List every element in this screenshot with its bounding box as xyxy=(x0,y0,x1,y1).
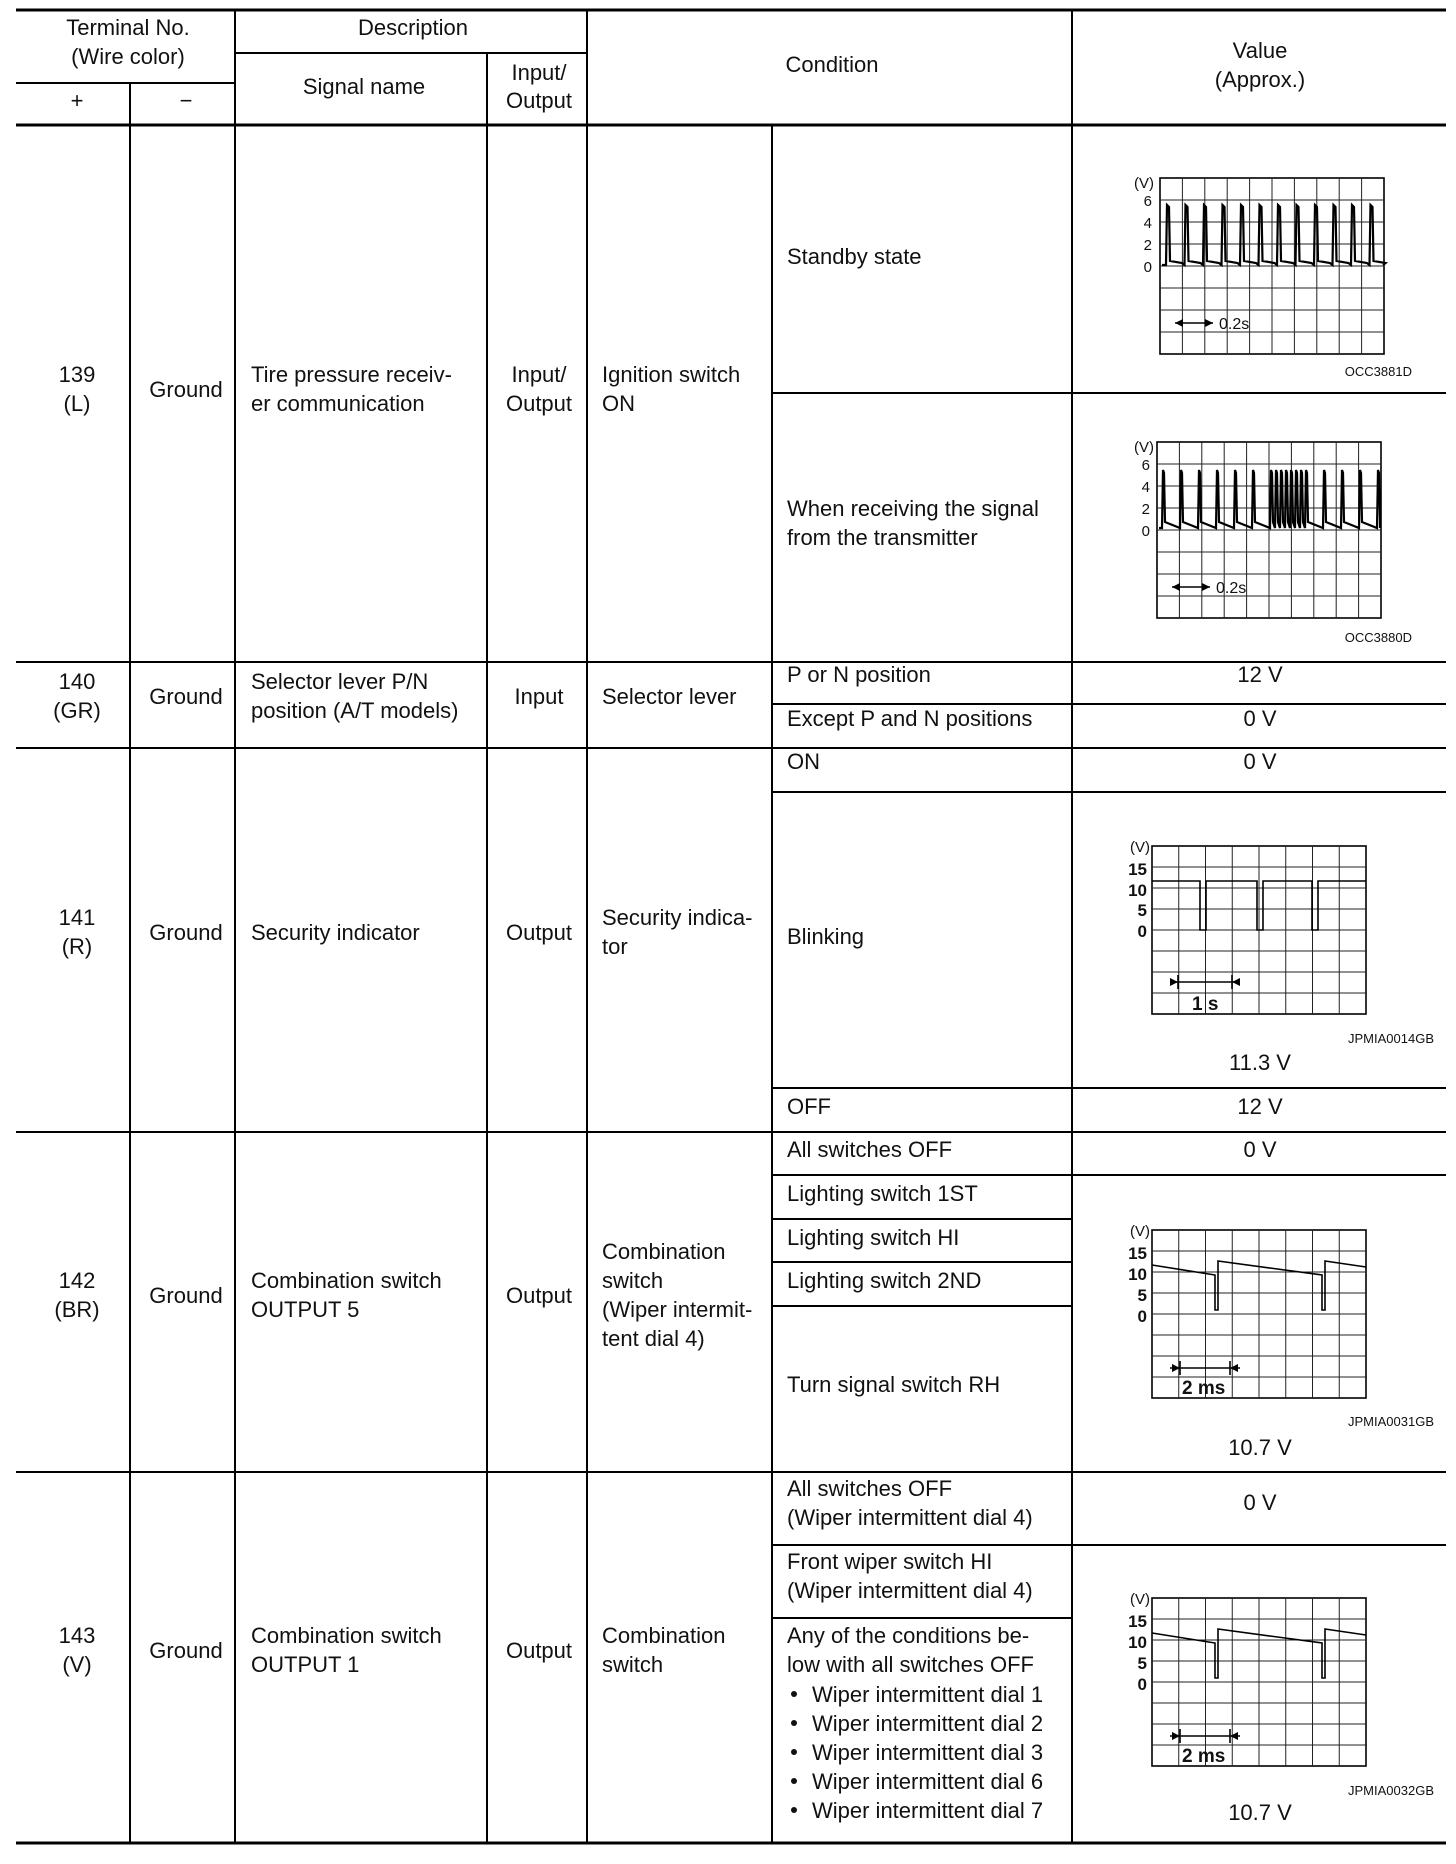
sub-condition: (Wiper intermittent dial 4) xyxy=(787,1578,1033,1603)
header-io-line2: Output xyxy=(505,88,573,113)
waveform-combination-output-1 xyxy=(1128,1591,1434,1798)
header-value-line1: Value xyxy=(1232,38,1288,63)
list-item: Wiper intermittent dial 7 xyxy=(812,1798,1044,1823)
list-item: Wiper intermittent dial 1 xyxy=(812,1682,1044,1707)
list-item: Wiper intermittent dial 3 xyxy=(812,1740,1044,1765)
waveform-trace xyxy=(1162,205,1386,265)
condition-main: switch xyxy=(602,1268,664,1293)
signal-name-line: Security indicator xyxy=(251,920,420,945)
io-label: Output xyxy=(505,920,573,945)
value: 0 V xyxy=(1243,1137,1277,1162)
waveform-y-unit: (V) xyxy=(1130,839,1150,856)
sub-condition: low with all switches OFF xyxy=(787,1652,1034,1677)
condition-main: switch xyxy=(602,1652,664,1677)
value: 0 V xyxy=(1243,706,1277,731)
waveform-y-tick: 4 xyxy=(1141,479,1150,496)
table-row xyxy=(59,1476,1292,1825)
terminal-number: 140 xyxy=(58,669,96,694)
sub-condition: When receiving the signal xyxy=(787,496,1039,521)
waveform-standby xyxy=(1134,175,1412,379)
io-label: Input xyxy=(514,684,564,709)
sub-condition: from the transmitter xyxy=(787,525,978,550)
waveform-y-tick: 2 xyxy=(1141,501,1150,518)
io-label: Output xyxy=(505,391,573,416)
condition-main: ON xyxy=(602,391,635,416)
header-description: Description xyxy=(357,15,469,40)
header-signal-name: Signal name xyxy=(302,74,426,99)
waveform-y-tick: 0 xyxy=(1141,523,1150,540)
ground-label: Ground xyxy=(149,920,223,945)
table-row xyxy=(54,1137,1292,1460)
sub-condition: ON xyxy=(787,749,820,774)
waveform-y-tick: 4 xyxy=(1143,215,1152,232)
waveform-y-tick: 0 xyxy=(1137,922,1147,941)
waveform-y-tick: 5 xyxy=(1137,1286,1147,1305)
waveform-y-tick: 10 xyxy=(1128,1633,1147,1652)
condition-main: (Wiper intermit- xyxy=(602,1297,753,1322)
condition-main: Ignition switch xyxy=(602,362,741,387)
waveform-y-unit: (V) xyxy=(1130,1223,1150,1240)
header-minus: − xyxy=(179,88,193,113)
condition-main: Combination xyxy=(602,1623,726,1648)
wire-color: (R) xyxy=(61,934,93,959)
sub-condition: OFF xyxy=(787,1094,831,1119)
header-value-line2: (Approx.) xyxy=(1214,67,1306,92)
condition-main: Combination xyxy=(602,1239,726,1264)
header-plus: + xyxy=(70,88,84,113)
signal-name-line: er communication xyxy=(251,391,425,416)
header-condition: Condition xyxy=(785,52,879,77)
sub-condition: Lighting switch 1ST xyxy=(787,1181,978,1206)
condition-main: tor xyxy=(602,934,628,959)
table-row xyxy=(53,662,1283,731)
header-terminal-no: Terminal No. xyxy=(66,15,190,40)
sub-condition: Standby state xyxy=(787,244,922,269)
waveform-blinking xyxy=(1128,839,1434,1046)
sub-condition: Turn signal switch RH xyxy=(787,1372,1001,1397)
waveform-y-tick: 6 xyxy=(1143,193,1152,210)
io-label: Output xyxy=(505,1283,573,1308)
signal-name-line: Tire pressure receiv- xyxy=(251,362,452,387)
value: 12 V xyxy=(1237,662,1283,687)
list-item: Wiper intermittent dial 6 xyxy=(812,1769,1044,1794)
waveform-y-tick: 5 xyxy=(1137,901,1147,920)
time-scale-marker xyxy=(1175,319,1213,327)
waveform-y-tick: 0 xyxy=(1137,1307,1147,1326)
waveform-caption: OCC3881D xyxy=(1344,364,1412,379)
signal-name-line: Combination switch xyxy=(251,1268,442,1293)
sub-condition: P or N position xyxy=(787,662,931,687)
table-row xyxy=(59,244,1039,550)
list-item: Wiper intermittent dial 2 xyxy=(812,1711,1044,1736)
wire-color: (BR) xyxy=(54,1297,100,1322)
value: 0 V xyxy=(1243,1490,1277,1515)
time-scale-label: 2 ms xyxy=(1182,1378,1226,1399)
time-scale-label: 0.2s xyxy=(1216,580,1247,597)
sub-condition: Except P and N positions xyxy=(787,706,1033,731)
waveform-y-tick: 15 xyxy=(1128,1244,1147,1263)
waveform-caption: OCC3880D xyxy=(1344,630,1412,645)
wire-color: (GR) xyxy=(53,698,101,723)
terminal-number: 139 xyxy=(58,362,96,387)
value: 12 V xyxy=(1237,1094,1283,1119)
waveform-receiving xyxy=(1134,439,1412,645)
header-wire-color: (Wire color) xyxy=(71,44,185,69)
waveform-y-unit: (V) xyxy=(1134,175,1154,192)
sub-condition: All switches OFF xyxy=(787,1137,953,1162)
waveform-y-unit: (V) xyxy=(1134,439,1154,456)
waveform-y-tick: 0 xyxy=(1137,1675,1147,1694)
waveform-y-unit: (V) xyxy=(1130,1591,1150,1608)
bullet-list xyxy=(791,1682,1043,1823)
condition-main: Selector lever xyxy=(602,684,737,709)
signal-name-line: OUTPUT 1 xyxy=(251,1652,360,1677)
time-scale-label: 1 s xyxy=(1192,994,1219,1015)
value: 11.3 V xyxy=(1229,1050,1291,1075)
signal-name-line: Selector lever P/N xyxy=(251,669,429,694)
waveform-caption: JPMIA0031GB xyxy=(1348,1414,1434,1429)
waveform-y-tick: 6 xyxy=(1141,457,1150,474)
time-scale-label: 0.2s xyxy=(1219,316,1250,333)
waveform-combination-output-5 xyxy=(1128,1223,1434,1429)
value: 10.7 V xyxy=(1228,1435,1292,1460)
io-label: Output xyxy=(505,1638,573,1663)
wire-color: (V) xyxy=(62,1652,92,1677)
wire-color: (L) xyxy=(63,391,91,416)
condition-main: Security indica- xyxy=(602,905,753,930)
time-scale-marker xyxy=(1172,583,1210,591)
signal-name-line: OUTPUT 5 xyxy=(251,1297,360,1322)
terminal-number: 143 xyxy=(58,1623,96,1648)
table-row xyxy=(59,749,1292,1119)
terminal-number: 141 xyxy=(58,905,96,930)
sub-condition: Front wiper switch HI xyxy=(787,1549,993,1574)
value: 0 V xyxy=(1243,749,1277,774)
waveform-caption: JPMIA0032GB xyxy=(1348,1783,1434,1798)
waveform-caption: JPMIA0014GB xyxy=(1348,1031,1434,1046)
ground-label: Ground xyxy=(149,377,223,402)
sub-condition: Blinking xyxy=(787,924,865,949)
sub-condition: All switches OFF xyxy=(787,1476,953,1501)
sub-condition: Any of the conditions be- xyxy=(787,1623,1030,1648)
waveform-y-tick: 15 xyxy=(1128,860,1147,879)
time-scale-label: 2 ms xyxy=(1182,1746,1226,1767)
ground-label: Ground xyxy=(149,684,223,709)
terminal-number: 142 xyxy=(58,1268,96,1293)
io-label: Input/ xyxy=(511,362,567,387)
value: 10.7 V xyxy=(1228,1800,1292,1825)
sub-condition: Lighting switch 2ND xyxy=(787,1268,982,1293)
waveform-y-tick: 5 xyxy=(1137,1654,1147,1673)
waveform-y-tick: 2 xyxy=(1143,237,1152,254)
sub-condition: (Wiper intermittent dial 4) xyxy=(787,1505,1033,1530)
signal-name-line: Combination switch xyxy=(251,1623,442,1648)
condition-main: tent dial 4) xyxy=(602,1326,705,1351)
waveform-y-tick: 15 xyxy=(1128,1612,1147,1631)
ground-label: Ground xyxy=(149,1638,223,1663)
ground-label: Ground xyxy=(149,1283,223,1308)
waveform-y-tick: 10 xyxy=(1128,881,1147,900)
table-header xyxy=(66,15,1305,113)
sub-condition: Lighting switch HI xyxy=(787,1225,960,1250)
waveform-y-tick: 0 xyxy=(1143,259,1152,276)
signal-name-line: position (A/T models) xyxy=(251,698,459,723)
header-io-line1: Input/ xyxy=(511,60,567,85)
waveform-y-tick: 10 xyxy=(1128,1265,1147,1284)
